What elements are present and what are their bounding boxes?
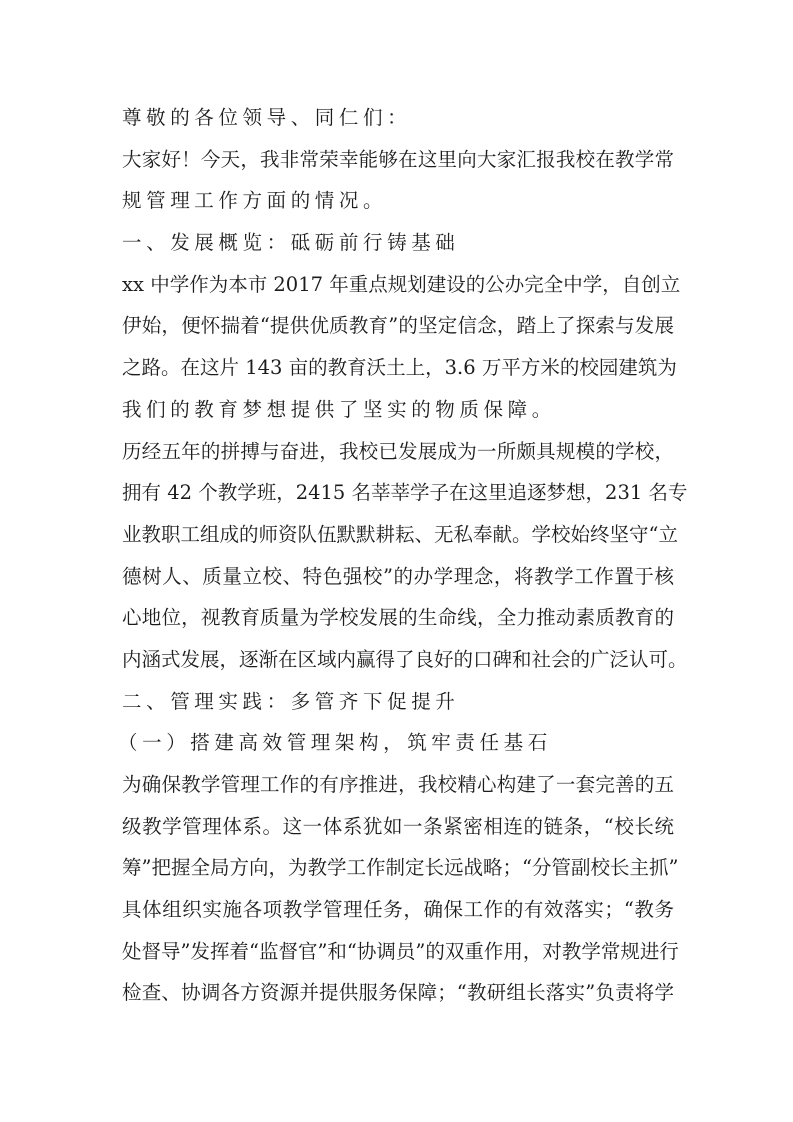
document-body [118, 97, 688, 1014]
paragraph-line: 具体组织实施各项教学管理任务，确保工作的有效落实；“教务 [122, 898, 674, 922]
paragraph-line: 筹”把握全局方向，为教学工作制定长远战略；“分管副校长主抓” [122, 856, 679, 880]
paragraph-line: 拥有 42 个教学班，2415 名莘莘学子在这里追逐梦想，231 名专 [122, 481, 688, 505]
paragraph-line: 为确保教学管理工作的有序推进，我校精心构建了一套完善的五 [122, 773, 674, 796]
paragraph-line-end: 我们的教育梦想提供了坚实的物质保障。 [122, 397, 556, 421]
paragraph-line: 业教职工组成的师资队伍默默耕耘、无私奉献。学校始终坚守“立 [122, 522, 678, 546]
paragraph-line: 级教学管理体系。这一体系犹如一条紧密相连的链条，“校长统 [122, 814, 674, 838]
paragraph-line: 德树人、质量立校、特色强校”的办学理念，将教学工作置于核 [122, 564, 674, 588]
paragraph-line: 历经五年的拼搏与奋进，我校已发展成为一所颇具规模的学校， [122, 439, 674, 463]
section-heading-1: 一、发展概览：砥砺前行铸基础 [122, 231, 460, 255]
paragraph-line: 检查、协调各方资源并提供服务保障；“教研组长落实”负责将学 [122, 981, 674, 1005]
paragraph-line: 伊始，便怀揣着“提供优质教育”的坚定信念，踏上了探索与发展 [122, 314, 674, 338]
section-heading-2: 二、管理实践：多管齐下促提升 [122, 689, 460, 713]
greeting-line: 大家好！今天，我非常荣幸能够在这里向大家汇报我校在教学常 [122, 147, 674, 171]
paragraph-line: 心地位，视教育质量为学校发展的生命线，全力推动素质教育的 [122, 606, 674, 630]
paragraph-line: 之路。在这片 143 亩的教育沃土上，3.6 万平方米的校园建筑为 [122, 356, 677, 380]
greeting-line-end: 规管理工作方面的情况。 [122, 189, 388, 213]
paragraph-line: xx 中学作为本市 2017 年重点规划建设的公办完全中学，自创立 [122, 272, 681, 296]
paragraph-line-end: 内涵式发展，逐渐在区域内赢得了良好的口碑和社会的广泛认可。 [122, 647, 688, 671]
paragraph-line: 处督导”发挥着“监督官”和“协调员”的双重作用，对教学常规进行 [122, 939, 679, 963]
salutation-line: 尊敬的各位领导、同仁们： [122, 106, 412, 129]
subsection-heading-1: （一）搭建高效管理架构，筑牢责任基石 [118, 731, 552, 755]
